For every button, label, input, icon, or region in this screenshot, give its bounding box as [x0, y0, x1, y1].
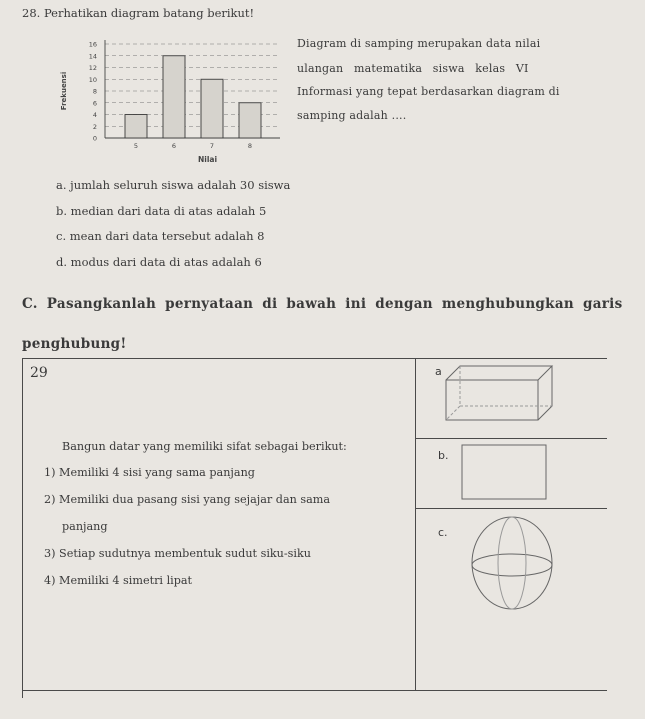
- bar-7: [201, 79, 223, 138]
- intro-line-1: Diagram di samping merupakan data nilai: [297, 37, 541, 50]
- bar-chart: [50, 30, 290, 165]
- x-tick-label: 5: [133, 142, 139, 150]
- intro-line-3: Informasi yang tepat berdasarkan diagram di: [297, 85, 560, 98]
- option-d[interactable]: d. modus dari data di atas adalah 6: [56, 255, 262, 269]
- y-tick-label: 14: [88, 52, 97, 61]
- bar-6: [163, 56, 185, 138]
- y-tick-label: 16: [88, 40, 97, 49]
- y-tick-label: 12: [88, 64, 97, 72]
- option-a[interactable]: a. jumlah seluruh siswa adalah 30 siswa: [56, 178, 291, 192]
- y-axis-label: Frekuensi: [60, 71, 68, 111]
- choice-label-a: a: [435, 365, 442, 378]
- property-1: 1) Memiliki 4 sisi yang sama panjang: [44, 466, 255, 479]
- x-axis-label: Nilai: [197, 155, 218, 164]
- question-28-title: 28. Perhatikan diagram batang berikut!: [22, 6, 255, 20]
- section-c-instruction: C. Pasangkanlah pernyataan di bawah ini dengan menghubungkan garis: [22, 296, 623, 312]
- choice-label-b: b.: [438, 449, 449, 462]
- sphere-icon[interactable]: [468, 513, 558, 613]
- intro-line-4: samping adalah ....: [297, 109, 407, 122]
- question-number-29: 29: [30, 365, 48, 381]
- intro-line-2: ulangan matematika siswa kelas VI: [297, 62, 529, 75]
- option-c[interactable]: c. mean dari data tersebut adalah 8: [56, 229, 265, 243]
- section-c-instruction-cont: penghubung!: [22, 336, 127, 352]
- x-tick-label: 7: [209, 142, 215, 150]
- y-tick-label: 2: [92, 122, 97, 131]
- y-tick-label: 4: [92, 111, 97, 119]
- x-tick-label: 6: [171, 142, 177, 150]
- square-icon[interactable]: [460, 443, 550, 501]
- cuboid-icon[interactable]: [440, 360, 570, 430]
- choice-label-c: c.: [438, 526, 448, 539]
- property-2: 2) Memiliki dua pasang sisi yang sejajar dan sama: [44, 493, 331, 506]
- y-tick-label: 8: [92, 87, 97, 96]
- y-tick-label: 10: [88, 75, 97, 84]
- y-tick-label: 0: [92, 134, 97, 143]
- property-2-cont: panjang: [62, 520, 108, 533]
- bar-5: [125, 115, 147, 139]
- bar-8: [239, 103, 261, 138]
- x-tick-label: 8: [247, 142, 253, 150]
- property-4: 4) Memiliki 4 simetri lipat: [44, 574, 193, 587]
- property-3: 3) Setiap sudutnya membentuk sudut siku-siku: [44, 547, 311, 560]
- statement-title: Bangun datar yang memiliki sifat sebagai berikut:: [62, 440, 347, 453]
- y-tick-label: 6: [92, 99, 97, 108]
- option-b[interactable]: b. median dari data di atas adalah 5: [56, 204, 267, 218]
